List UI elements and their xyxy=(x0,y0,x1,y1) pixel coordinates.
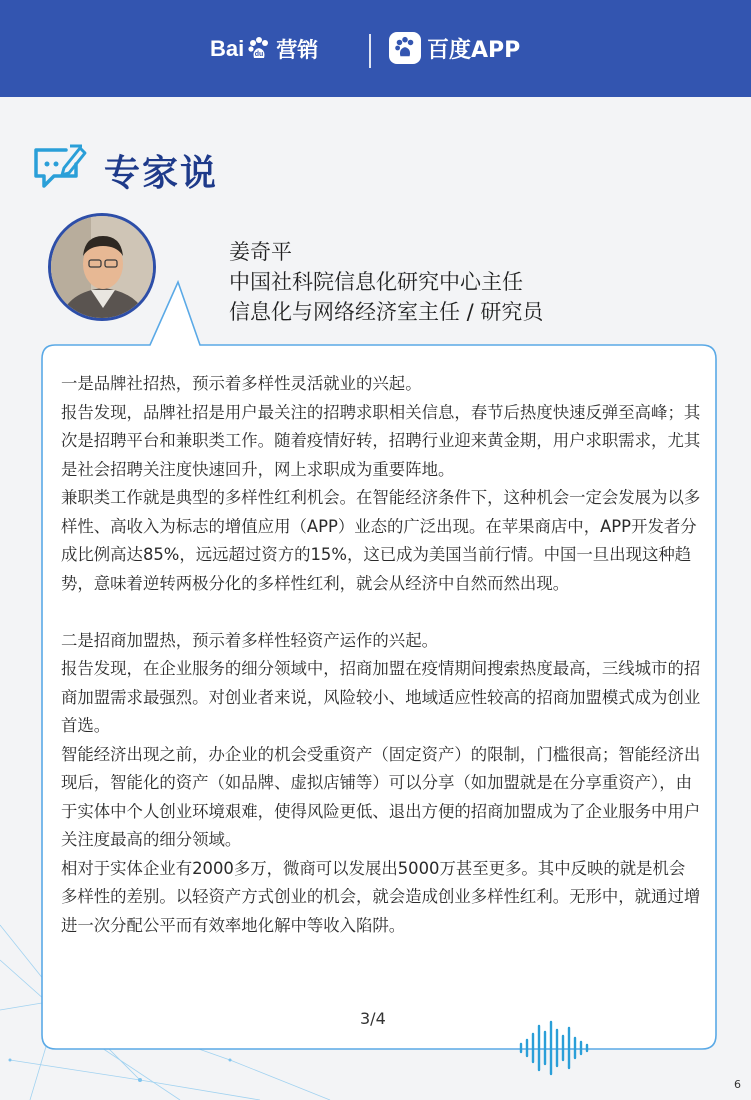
expert-name: 姜奇平 xyxy=(229,240,292,264)
paragraph: 智能经济出现之前，办企业的机会受重资产（固定资产）的限制，门槛很高；智能经济出现后，智能化的资产（如品牌、虚拟店铺等）可以分享（如加盟就是在分享重资产），由于实体中个人创业环境艰难，使得风险更低、退出方便的招商加盟成为了企业服务中用户关注度最高的细分领域。 xyxy=(61,744,701,849)
marketing-label: 营销 xyxy=(276,38,319,62)
section-title: 专家说 xyxy=(104,153,219,194)
baidu-app-label: 百度APP xyxy=(427,37,521,63)
paragraph: 兼职类工作就是典型的多样性红利机会。在智能经济条件下，这种机会一定会发展为以多样性、高收入为标志的增值应用（APP）业态的广泛出现。在苹果商店中，APP开发者分成比例高达85%，远远超过资方的15%，这已成为美国当前行情。中国一旦出现这种趋势，意味着逆转两极分化的多样性红利，就会从经济中自然而然出现。 xyxy=(61,488,701,593)
expert-title-1: 中国社科院信息化研究中心主任 xyxy=(229,270,523,294)
sound-wave-icon xyxy=(518,1020,590,1076)
baidu-logo-text: Bai xyxy=(210,36,245,61)
paragraph: 相对于实体企业有2000多万，微商可以发展出5000万甚至更多。其中反映的就是机会多样性的差别。以轻资产方式创业的机会，就会造成创业多样性红利。无形中，就通过增进一次分配公平而有效率地化解中等收入陷阱。 xyxy=(61,858,701,935)
page-number: 6 xyxy=(734,1078,741,1091)
expert-title-2: 信息化与网络经济室主任 / 研究员 xyxy=(229,300,544,324)
paragraph-heading-1: 一是品牌社招热，预示着多样性灵活就业的兴起。 xyxy=(61,374,422,393)
pagination-indicator: 3/4 xyxy=(360,1009,386,1028)
expert-avatar xyxy=(48,213,156,321)
paragraph: 报告发现，在企业服务的细分领域中，招商加盟在疫情期间搜索热度最高，三线城市的招商加盟需求最强烈。对创业者来说，风险较小、地域适应性较高的招商加盟模式成为创业首选。 xyxy=(61,659,701,735)
quote-content xyxy=(61,370,701,940)
paragraph-heading-2: 二是招商加盟热，预示着多样性轻资产运作的兴起。 xyxy=(61,630,438,650)
paragraph: 报告发现，品牌社招是用户最关注的招聘求职相关信息，春节后热度快速反弹至高峰；其次是招聘平台和兼职类工作。随着疫情好转，招聘行业迎来黄金期，用户求职需求，尤其是社会招聘关注度快速回升，网上求职成为重要阵地。 xyxy=(61,402,701,479)
paragraph-spacer xyxy=(61,598,701,627)
svg-text:du: du xyxy=(254,51,264,58)
